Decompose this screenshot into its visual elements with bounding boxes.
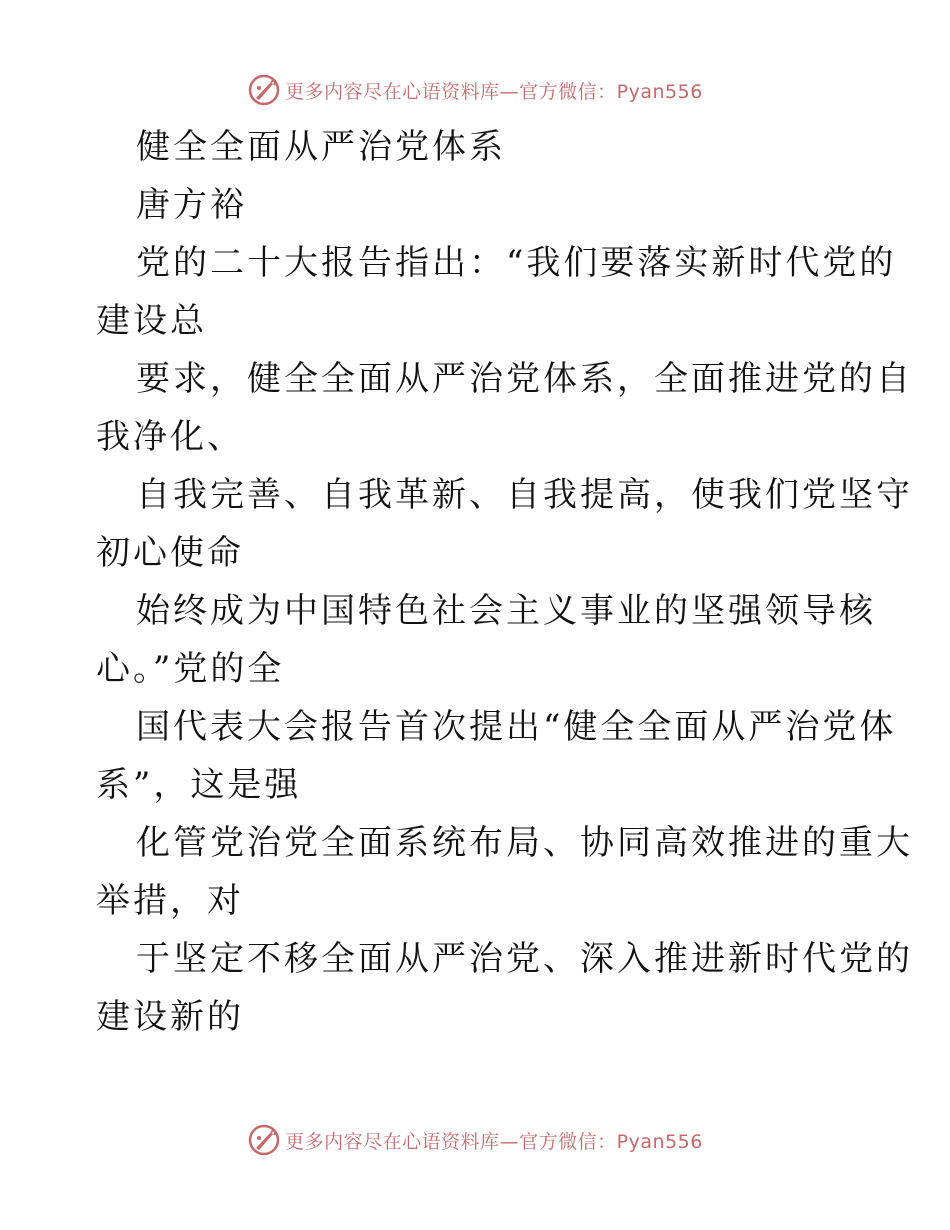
text-line: 始终成为中国特色社会主义事业的坚强领导核 — [136, 591, 876, 631]
text-line: 要求，健全全面从严治党体系，全面推进党的自 — [136, 359, 913, 399]
text-line: 党的二十大报告指出：“我们要落实新时代党的 — [136, 243, 897, 283]
document-body — [96, 118, 913, 1046]
header-watermark-inner — [247, 73, 703, 107]
footer-watermark-inner — [247, 1123, 703, 1157]
text-line: 初心使命 — [96, 533, 244, 573]
text-line: 健全全面从严治党体系 — [136, 127, 506, 167]
header-watermark — [0, 70, 950, 110]
text-line: 自我完善、自我革新、自我提高，使我们党坚守 — [136, 475, 913, 515]
quill-logo-icon — [247, 73, 281, 107]
text-line: 国代表大会报告首次提出“健全全面从严治党体 — [136, 707, 897, 747]
text-line: 建设总 — [96, 301, 207, 341]
footer-watermark-text: 更多内容尽在心语资料库—官方微信：Pyan556 — [285, 1130, 703, 1153]
footer-watermark — [0, 1120, 950, 1160]
text-line: 于坚定不移全面从严治党、深入推进新时代党的 — [136, 939, 913, 979]
text-line: 唐方裕 — [136, 185, 247, 225]
text-line: 化管党治党全面系统布局、协同高效推进的重大 — [136, 823, 913, 863]
text-line: 系”，这是强 — [96, 765, 302, 805]
text-line: 心。”党的全 — [96, 649, 285, 689]
text-line: 我净化、 — [96, 417, 244, 457]
text-line: 建设新的 — [96, 997, 244, 1037]
text-line: 举措，对 — [96, 881, 244, 921]
quill-logo-icon — [247, 1123, 281, 1157]
header-watermark-text: 更多内容尽在心语资料库—官方微信：Pyan556 — [285, 80, 703, 103]
